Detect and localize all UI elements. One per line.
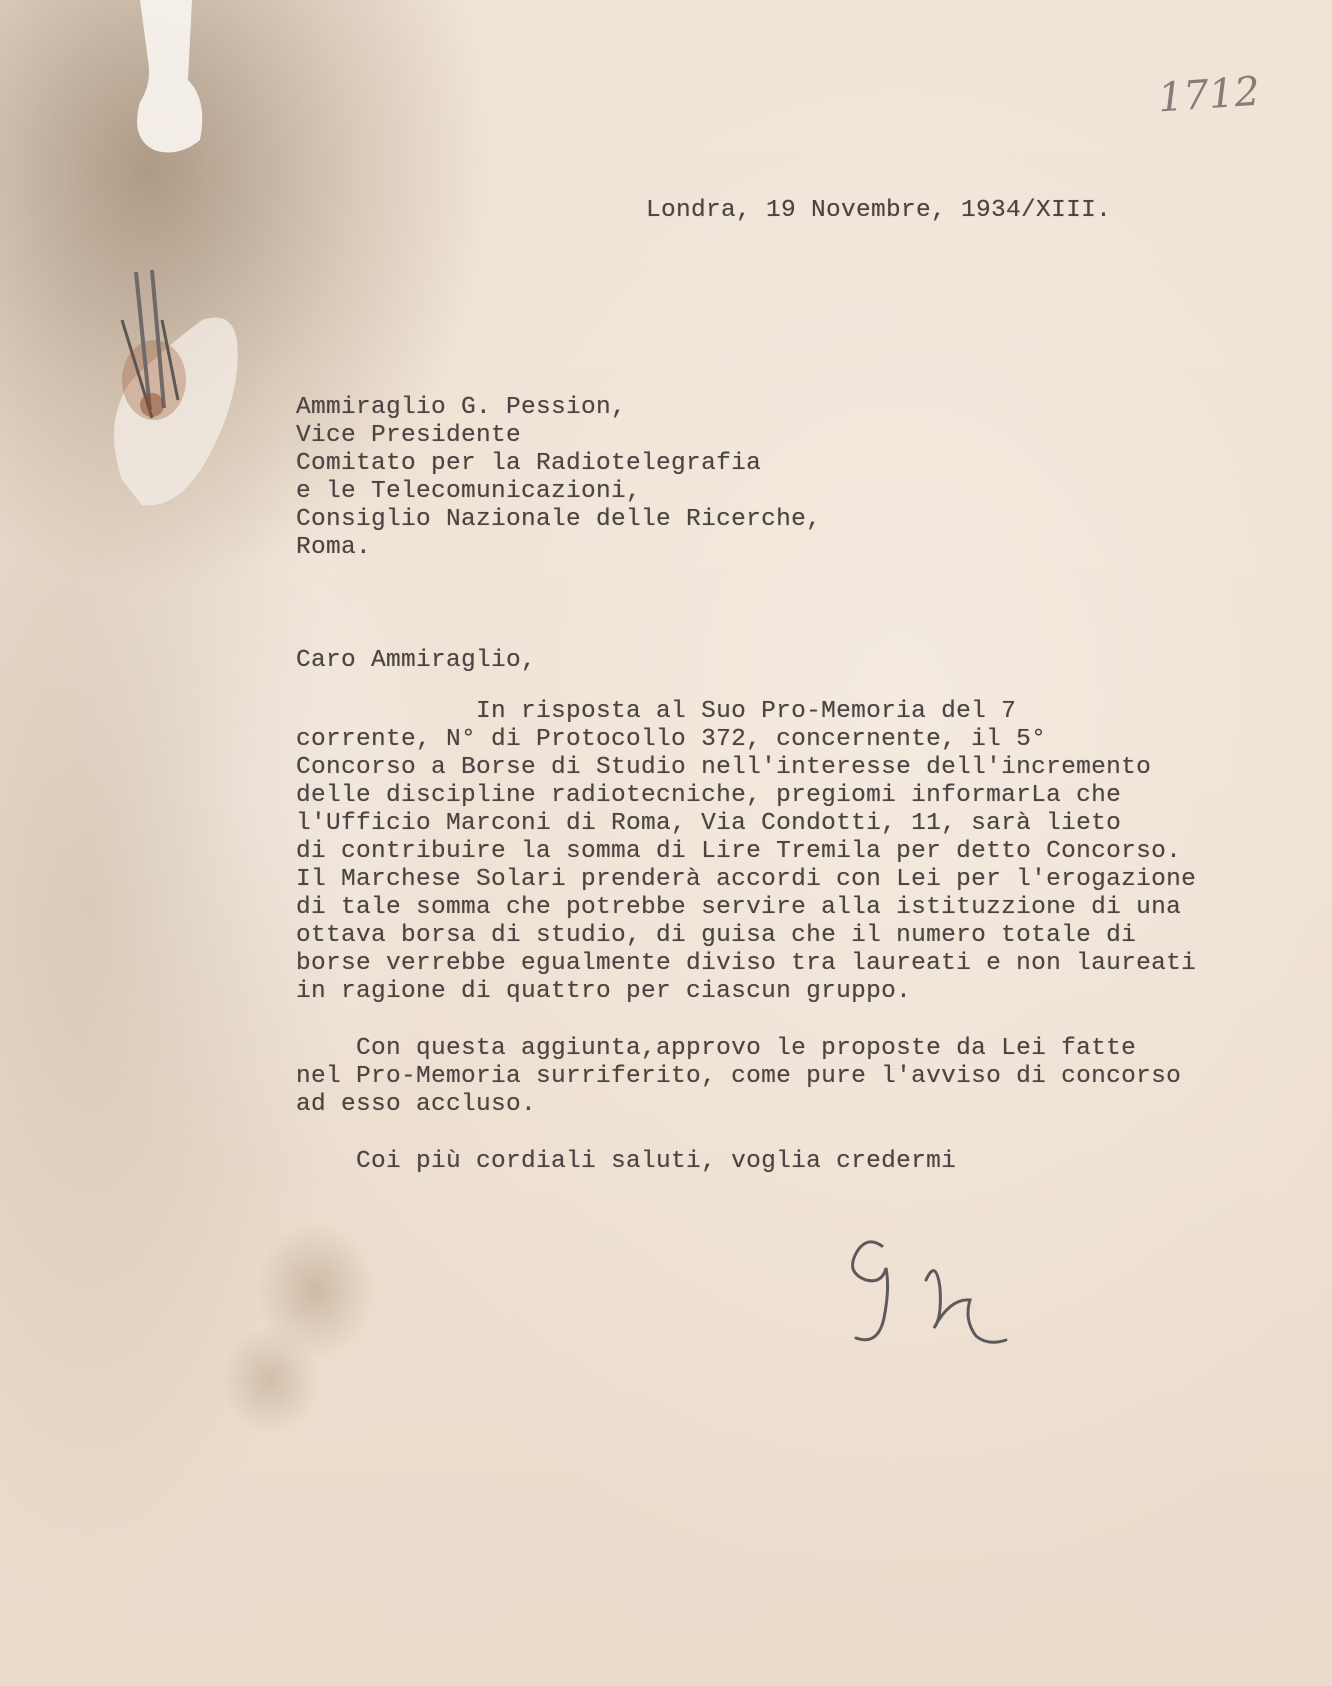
body-line: In risposta al Suo Pro-Memoria del 7 (296, 698, 1017, 725)
body-line: delle discipline radiotecniche, pregiomi informarLa che (296, 782, 1122, 809)
address-line: Vice Presidente (296, 422, 522, 449)
address-line: Comitato per la Radiotelegrafia (296, 450, 762, 477)
address-line: Roma. (296, 534, 372, 561)
closing-line: Coi più cordiali saluti, voglia credermi (296, 1148, 957, 1175)
salutation: Caro Ammiraglio, (296, 647, 537, 674)
body-line: borse verrebbe egualmente diviso tra laureati e non laureati (296, 950, 1197, 977)
address-line: Ammiraglio G. Pession, (296, 394, 627, 421)
body-line: Il Marchese Solari prenderà accordi con Lei per l'erogazione (296, 866, 1197, 893)
body-line: ad esso accluso. (296, 1091, 537, 1118)
archive-number: 1712 (1156, 68, 1262, 122)
body-line: Concorso a Borse di Studio nell'interesse dell'incremento (296, 754, 1152, 781)
body-line: Con questa aggiunta,approvo le proposte da Lei fatte (296, 1035, 1137, 1062)
body-line: nel Pro-Memoria surriferito, come pure l'avviso di concorso (296, 1063, 1182, 1090)
body-line: corrente, N° di Protocollo 372, concernente, il 5° (296, 726, 1047, 753)
handwritten-signature (830, 1228, 1030, 1358)
body-line: di contribuire la somma di Lire Tremila per detto Concorso. (296, 838, 1182, 865)
address-line: Consiglio Nazionale delle Ricerche, (296, 506, 822, 533)
body-line: in ragione di quattro per ciascun gruppo. (296, 978, 912, 1005)
address-line: e le Telecomunicazioni, (296, 478, 642, 505)
tape-residue-mark (118, 0, 214, 158)
body-line: di tale somma che potrebbe servire alla istituzzione di una (296, 894, 1182, 921)
date-line: Londra, 19 Novembre, 1934/XIII. (646, 197, 1112, 224)
rusted-staple-mark (92, 250, 242, 520)
body-line: ottava borsa di studio, di guisa che il numero totale di (296, 922, 1137, 949)
body-line: l'Ufficio Marconi di Roma, Via Condotti, 11, sarà lieto (296, 810, 1122, 837)
